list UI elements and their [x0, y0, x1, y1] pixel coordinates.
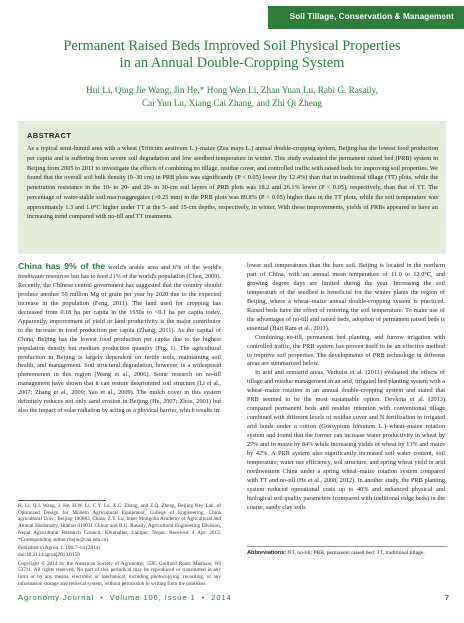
affiliation-block — [18, 503, 221, 589]
published-line: Published in Agron. J. 106:7–14 (2014) — [18, 545, 100, 552]
footer-citation — [18, 593, 232, 602]
lead-in: China has 9% of the — [18, 261, 106, 271]
footer-separator: • — [201, 593, 206, 602]
abbreviations-label: Abbreviations: — [247, 550, 287, 556]
title-line-1: Permanent Raised Beds Improved Soil Physical Properties — [63, 38, 401, 54]
author-affiliations: H. Li, Q.J. Wang, J. He, H.W. Li, C.Y. Lu, X.C. Zhang, and Z.Q. Zheng, Beijing Key Lab. of Optimized Design for Modern Agricultural Equipment, College of Engineering, China agricultural Univ., Beijing 100083, China; Z.Y. Lu, Inner Mongolia Academy of Agricultural and Animal Husbandry, Huhhot 010031 China; and R.G. Rasaily, Agricultural Engineering Division, Nepal Agricultural Research Council, Khumaltar, Lalitpur, Nepal. Received 4 Apr. 2013. *Corresponding author (hejin@cau.edu.cn). — [18, 503, 221, 543]
volume-issue: Volume 106, Issue 1 — [109, 593, 196, 602]
abstract-heading: ABSTRACT — [27, 131, 72, 140]
journal-name: Agronomy Journal — [18, 593, 95, 602]
section-label: Soil Tillage, Conservation & Management — [289, 12, 454, 21]
author-list — [0, 84, 464, 110]
abbreviations-note — [247, 546, 447, 557]
copyright-notice: Copyright © 2014 by the American Society of Agronomy, 5585 Guilford Road, Madison, WI 53711. All rights reserved. No part of this periodical may be reproduced or transmitted in any form or by any means, electronic or mechanical, including photocopying, recording, or any information storage and retrieval system, without permission in writing from the publisher. — [18, 560, 221, 587]
page-footer — [18, 593, 450, 606]
body-column-left — [18, 262, 221, 416]
authors-line-1: Hui Li, Qing Jie Wang, Jin He,* Hong Wen Li, Zhan Yuan Lu, Rabi G. Rasaily, — [86, 85, 378, 95]
section-banner — [268, 6, 464, 29]
abstract-text: As a typical semi-humid area with a wheat (Triticum aestivum L.)–maize (Zea mays L.) annual double-cropping system, Beijing has the lowest food production per capita and is suffering from severe soil degradation and low seedbed temperature in winter. This study evaluated the permanent raised bed (PRB) system in Beijing from 2005 to 2011 to investigate the effects of combining no tillage, residue cover, and controlled traffic with raised beds for improving soil properties. We found that the overall soil bulk density (0–30 cm) in PRB plots was significantly (P < 0.05) lower (by 12.4%) than that in traditional tillage (TT) plots, while the penetration resistance in the 10- to 20- and 20- to 30-cm soil layers of PRB plots was 18.2 and 26.1% lower (P < 0.05), respectively, than that of TT. The percentage of water-stable soil macroaggregates (>0.25 mm) in the PRB plots was 89.8% (P < 0.05) higher than in the TT plots, while the soil temperature was approximately 1.3 and 1.0°C higher under TT at the 5- and 15-cm depths, respectively, in winter. With these improvements, yields of PRBs appeared to have an increasing trend compared with no-till and TT treatments. — [27, 145, 439, 221]
intro-text: world's arable area and 6% of the world's freshwater resources but has to feed 21% of the world's population (Chen, 2009). Recently, the Chinese central government has suggested that the country should produce another 50 million Mg of grain per year by 2020 due to the expected increase in the population (Feng, 2011). The land used for cropping has decreased from 0.18 ha per capita in the 1950s to <0.1 ha per capita today. Apparently, improvement of yield or land productivity is the major contributor to the increase in food production per capita (Zhang, 2011). As the capital of China, Beijing has the lowest food production per capita due to the highest population density but medium production quantity (Fig. 1). The agricultural production in Beijing is largely dependent on fertile soils, maintaining soil health, and management. Soil structural degradation, however, is a widespread phenomenon in this region (Wang et al., 2006). Some research on no-till management have shown that it can restore deteriorated soil structure (Li et al., 2007; Zhang et al., 2009; Yao et al., 2009). The mulch cover in this system definitely reduces not only sand erosion in Beijing (He, 2007; Zhou, 2001) but also the impact of solar radiation by acting as a physical barrier, which results in — [18, 264, 221, 415]
publication-year: 2014 — [211, 593, 232, 602]
page-number: 7 — [444, 593, 450, 602]
body-paragraph: In arid and semiarid areas, Verhulst et al. (2011) evaluated the effects of tillage and residue management in an arid, irrigated bed planting system with a wheat–maize rotation in an annual double-cropping system and stated that PRB seemed to be the most sustainable option. Devkota et al. (2013) compared permanent beds and residue retention with conventional tillage combined with different levels of residue cover and N fertilization in irrigated arid lands under a cotton (Gossypium hirsutum L.)–wheat–maize rotation system and found that the former can increase water productivity in wheat by 27% and in maize by 84% while increasing yields of wheat by 13% and maize by 42%. A PRB system also significantly increased soil water content, soil temperature, water use efficiency, soil structure, and spring wheat yield in arid northwestern China under a spring wheat–maize rotation system compared with TT and no-till (He et al., 2008, 2012). In another study, the PRB planting system reduced operational costs up to 40% and enhanced physical and biological soil quality parameters (compared with traditional ridge beds) in the coarse, sandy clay soils — [247, 369, 445, 511]
doi-line: doi:10.2134/agronj2013.0159 — [18, 551, 80, 558]
article-title — [0, 38, 464, 72]
authors-line-2: Cai Yun Lu, Xiang Cai Zhang, and Zhi Qi Zheng — [141, 98, 323, 108]
abbreviations-text: NT, no-till; PRB, permanent raised bed; TT, traditional tillage. — [287, 550, 425, 556]
body-paragraph: lower soil temperatures than the bare soil. Beijing is located in the northern part of China, with an annual mean temperature of 11.0 to 12.0°C, and growing degree days are limited during the year. Increasing the soil temperature of the seedbed is beneficial for the winter plants the region of Beijing, where a wheat–maize annual double-cropping system is practiced. Raised beds have the effect of restoring the soil temperature. To make use of the advantages of no-till and raised beds, adoption of permanent raised beds is essential (Hari Ram et al., 2011). — [247, 262, 445, 332]
affiliation-rule — [18, 500, 106, 501]
body-column-right — [247, 262, 445, 513]
footer-separator: • — [100, 593, 104, 602]
abstract-box — [18, 121, 446, 254]
body-paragraph: Combining no-till, permanent bed planting, and furrow irrigation with controlled traffic, the PRB system has proven itself to be an effective method to improve soil properties. The developments of PRB technology in different areas are summarized below. — [247, 333, 445, 368]
title-line-2: in an Annual Double-Cropping System — [119, 55, 345, 71]
intro-paragraph — [18, 262, 221, 416]
